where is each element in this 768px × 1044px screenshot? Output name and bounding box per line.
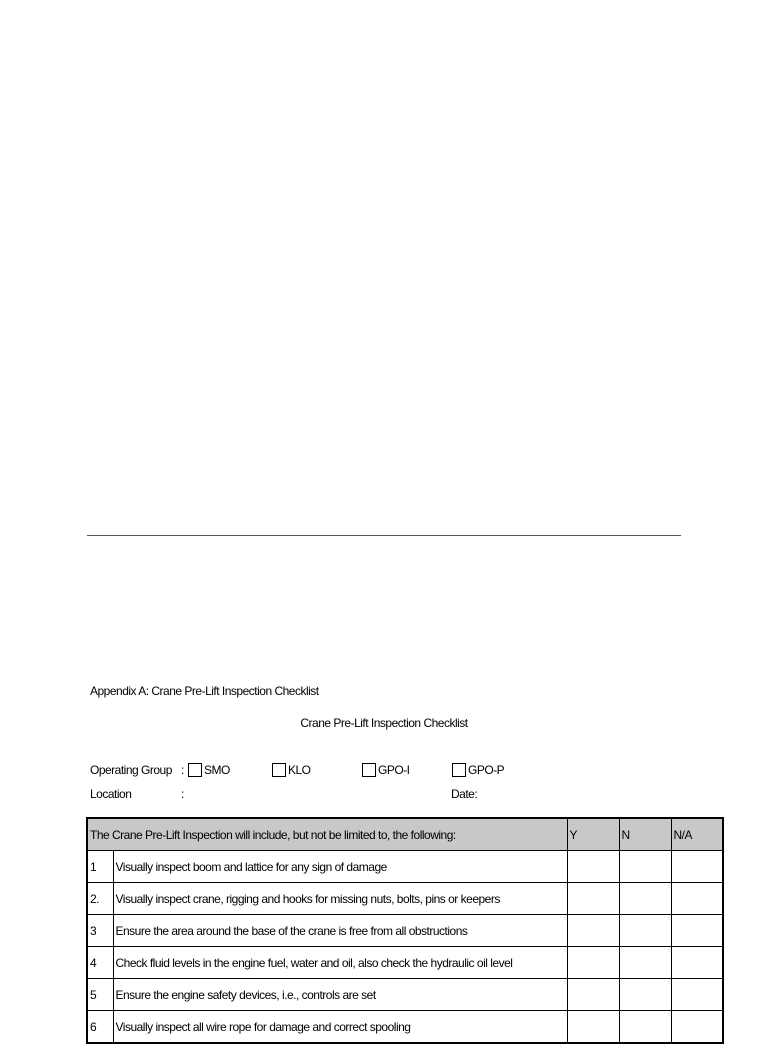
option-gpo-p[interactable] [452, 763, 504, 777]
gpo-p-checkbox[interactable] [452, 763, 466, 777]
cell-n[interactable] [619, 915, 671, 947]
cell-y[interactable] [567, 915, 619, 947]
item-description: Visually inspect boom and lattice for any sign of damage [113, 851, 567, 883]
klo-label: KLO [288, 763, 311, 777]
cell-n[interactable] [619, 883, 671, 915]
item-number: 6 [87, 1011, 113, 1044]
item-description: Visually inspect crane, rigging and hooks for missing nuts, bolts, pins or keepers [113, 883, 567, 915]
date-label: Date: [451, 787, 478, 801]
option-klo[interactable] [272, 763, 311, 777]
option-gpo-i[interactable] [362, 763, 410, 777]
table-row [87, 947, 723, 979]
column-header-y: Y [567, 818, 619, 851]
location-label: Location [90, 787, 132, 801]
option-smo[interactable] [188, 763, 230, 777]
cell-n[interactable] [619, 979, 671, 1011]
table-row [87, 915, 723, 947]
item-description: Check fluid levels in the engine fuel, water and oil, also check the hydraulic oil level [113, 947, 567, 979]
smo-checkbox[interactable] [188, 763, 202, 777]
cell-na[interactable] [671, 851, 723, 883]
item-description: Ensure the area around the base of the crane is free from all obstructions [113, 915, 567, 947]
location-colon: : [181, 787, 184, 801]
gpo-i-label: GPO-I [378, 763, 410, 777]
smo-label: SMO [204, 763, 230, 777]
cell-na[interactable] [671, 915, 723, 947]
column-header-na: N/A [671, 818, 723, 851]
operating-group-label: Operating Group [90, 763, 172, 777]
cell-y[interactable] [567, 851, 619, 883]
cell-na[interactable] [671, 947, 723, 979]
cell-na[interactable] [671, 979, 723, 1011]
cell-n[interactable] [619, 851, 671, 883]
inspection-checklist-table [86, 817, 724, 1044]
item-number: 2. [87, 883, 113, 915]
page-divider [87, 535, 681, 536]
cell-n[interactable] [619, 1011, 671, 1044]
item-number: 3 [87, 915, 113, 947]
gpo-p-label: GPO-P [468, 763, 505, 777]
cell-na[interactable] [671, 883, 723, 915]
table-row [87, 1011, 723, 1044]
item-number: 5 [87, 979, 113, 1011]
cell-y[interactable] [567, 979, 619, 1011]
cell-y[interactable] [567, 1011, 619, 1044]
checklist-title: Crane Pre-Lift Inspection Checklist [300, 716, 468, 730]
table-row [87, 883, 723, 915]
table-row [87, 851, 723, 883]
item-description: Ensure the engine safety devices, i.e., controls are set [113, 979, 567, 1011]
cell-y[interactable] [567, 947, 619, 979]
table-row [87, 979, 723, 1011]
klo-checkbox[interactable] [272, 763, 286, 777]
cell-na[interactable] [671, 1011, 723, 1044]
item-description: Visually inspect all wire rope for damage and correct spooling [113, 1011, 567, 1044]
gpo-i-checkbox[interactable] [362, 763, 376, 777]
cell-y[interactable] [567, 883, 619, 915]
item-number: 1 [87, 851, 113, 883]
item-number: 4 [87, 947, 113, 979]
table-header-row [87, 818, 723, 851]
column-header-n: N [619, 818, 671, 851]
appendix-title: Appendix A: Crane Pre-Lift Inspection Checklist [90, 684, 319, 698]
operating-group-colon: : [181, 763, 184, 777]
cell-n[interactable] [619, 947, 671, 979]
table-header-description: The Crane Pre-Lift Inspection will include, but not be limited to, the following: [87, 818, 567, 851]
